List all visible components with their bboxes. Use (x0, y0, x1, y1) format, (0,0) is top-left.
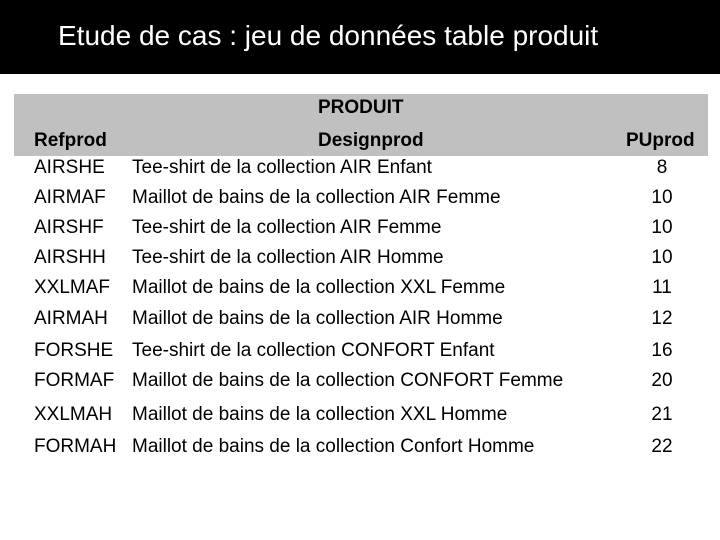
column-header-designprod: Designprod (318, 130, 424, 151)
table-row-design: Maillot de bains de la collection CONFORT Femme (132, 370, 564, 391)
table-row-price: 20 (651, 370, 673, 391)
table-row-design: Maillot de bains de la collection XXL Homme (132, 404, 508, 425)
slide-title: Etude de cas : jeu de données table produit (58, 20, 599, 51)
table-row-ref: XXLMAH (34, 404, 113, 425)
table-row-design: Maillot de bains de la collection XXL Femme (132, 277, 506, 298)
table-row-price: 21 (651, 404, 673, 425)
table-row-price: 16 (651, 340, 673, 361)
table-row-design: Maillot de bains de la collection AIR Homme (132, 308, 503, 329)
table-row-price: 10 (651, 247, 673, 268)
table-name: PRODUIT (318, 97, 404, 118)
table-row-ref: AIRMAF (34, 187, 106, 208)
table-row-design: Tee-shirt de la collection CONFORT Enfant (132, 340, 495, 361)
table-row-design: Tee-shirt de la collection AIR Enfant (132, 157, 432, 178)
table-row-ref: AIRSHH (34, 247, 106, 268)
table-row-ref: FORSHE (34, 340, 114, 361)
table-row-ref: AIRSHE (34, 157, 105, 178)
table-row-design: Maillot de bains de la collection AIR Femme (132, 187, 501, 208)
table-row-price: 10 (651, 217, 673, 238)
table-row-price: 22 (651, 436, 673, 457)
table-row-design: Tee-shirt de la collection AIR Homme (132, 247, 444, 268)
table-row-design: Tee-shirt de la collection AIR Femme (132, 217, 442, 238)
table-row-price: 10 (651, 187, 673, 208)
table-row-ref: FORMAF (34, 370, 115, 391)
column-header-refprod: Refprod (34, 130, 107, 151)
title-bar (0, 0, 720, 74)
column-header-puprod: PUprod (626, 130, 695, 151)
table-row-price: 8 (656, 157, 668, 178)
table-row-design: Maillot de bains de la collection Confort Homme (132, 436, 535, 457)
table-row-ref: AIRSHF (34, 217, 104, 238)
table-row-price: 11 (652, 277, 672, 298)
table-row-ref: FORMAH (34, 436, 117, 457)
table-row-price: 12 (651, 308, 673, 329)
table-row-ref: AIRMAH (34, 308, 108, 329)
table-row-ref: XXLMAF (34, 277, 111, 298)
